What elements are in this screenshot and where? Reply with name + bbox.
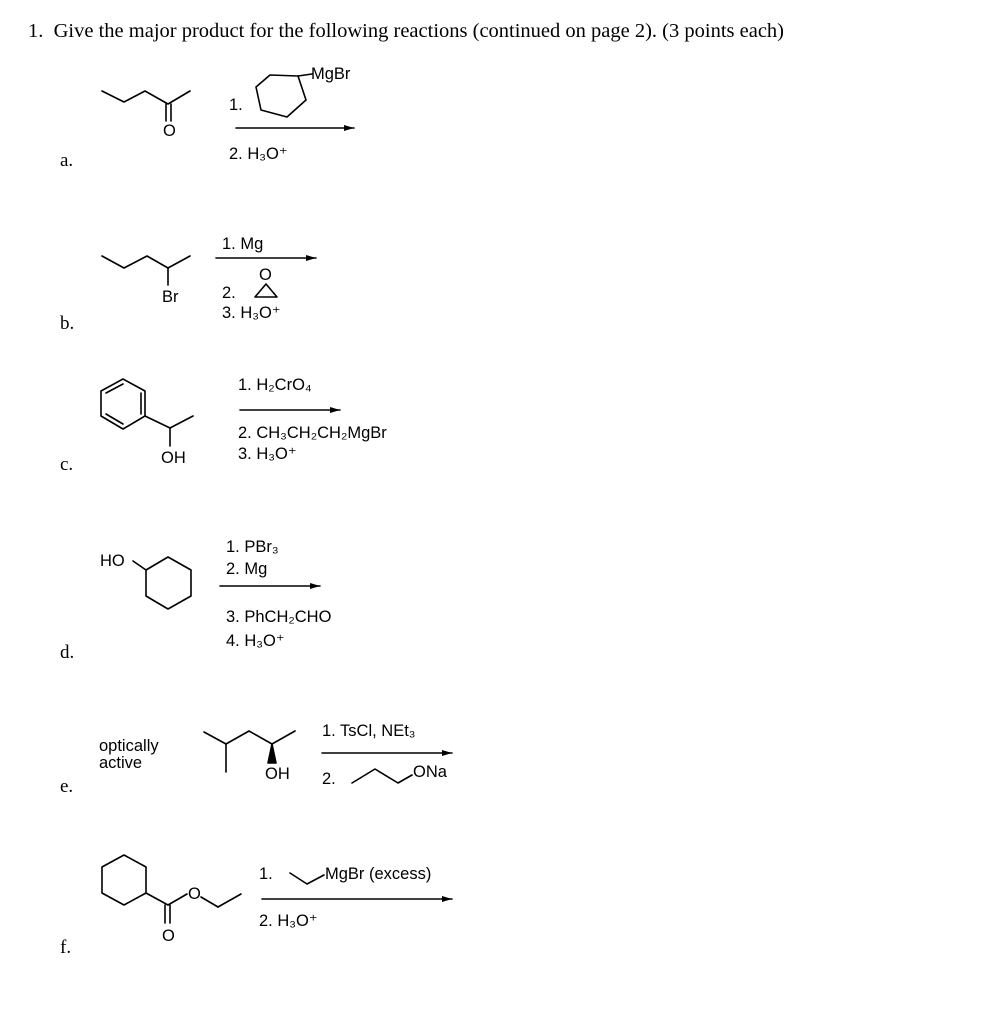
atom-label-b-br: Br: [162, 288, 179, 306]
condition-b-1: 1. Mg: [222, 235, 264, 253]
part-letter-c: c.: [60, 454, 74, 475]
condition-e-2: 2.: [322, 770, 336, 788]
structure-f-ester: [102, 855, 241, 923]
structure-d-cyclohexanol: [133, 557, 191, 609]
condition-a-1: 1.: [229, 96, 243, 114]
atom-label-e-ona: ONa: [413, 763, 447, 781]
condition-d-4: 4. H₃O⁺: [226, 632, 285, 650]
atom-label-f-carbonyl-o: O: [162, 927, 175, 945]
condition-d-2: 2. Mg: [226, 560, 268, 578]
condition-f-2: 2. H₃O⁺: [259, 912, 318, 930]
part-letter-e: e.: [60, 776, 74, 797]
question-prompt: Give the major product for the following reactions (continued on page 2). (3 points each): [53, 20, 784, 42]
atom-label-f-ester-o: O: [188, 885, 201, 903]
condition-d-1: 1. PBr₃: [226, 538, 279, 556]
part-letter-d: d.: [60, 642, 75, 663]
condition-d-3: 3. PhCH₂CHO: [226, 608, 332, 626]
condition-c-1: 1. H₂CrO₄: [238, 376, 312, 394]
condition-a-2: 2. H₃O⁺: [229, 145, 288, 163]
condition-c-3: 3. H₃O⁺: [238, 445, 297, 463]
atom-label-f-mgbr: MgBr (excess): [325, 865, 432, 883]
structure-a-ketone: [102, 91, 190, 121]
atom-label-b-epoxide-o: O: [259, 266, 272, 284]
atom-label-e-oh: OH: [265, 765, 290, 783]
condition-c-2: 2. CH₃CH₂CH₂MgBr: [238, 424, 387, 442]
atom-label-a-mgbr: MgBr: [311, 65, 351, 83]
structure-b-epoxide: [255, 284, 277, 297]
condition-f-1: 1.: [259, 865, 273, 883]
condition-e-1: 1. TsCl, NEt₃: [322, 722, 416, 740]
condition-b-3: 3. H₃O⁺: [222, 304, 281, 322]
part-letter-f: f.: [60, 937, 72, 958]
atom-label-a-carbonyl-o: O: [163, 122, 176, 140]
note-optically-active: optically active: [99, 737, 159, 773]
question-number: 1.: [28, 20, 44, 42]
structure-a-cyclopentyl-ring: [256, 74, 312, 117]
condition-b-2: 2.: [222, 284, 236, 302]
atom-label-c-oh: OH: [161, 449, 186, 467]
atom-label-d-ho: HO: [100, 552, 125, 570]
structure-e-propoxide: [352, 769, 412, 783]
structure-f-ethyl-grignard: [290, 873, 324, 884]
structure-b-alkyl-bromide: [102, 256, 190, 285]
part-letter-a: a.: [60, 150, 74, 171]
structure-c-alcohol: [101, 379, 193, 446]
part-letter-b: b.: [60, 313, 75, 334]
